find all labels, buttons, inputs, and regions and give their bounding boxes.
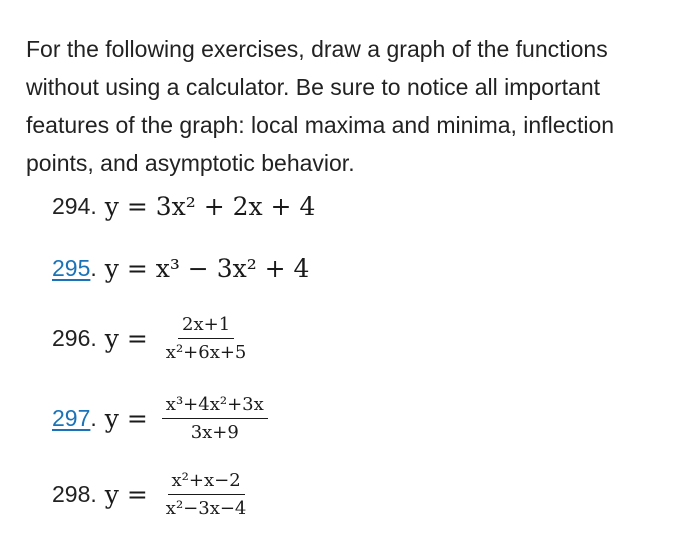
exercise-instructions: For the following exercises, draw a graph of the functions without using a calculator. Be sure to notice all important features of the graph: local maxima and minima, inflection points, and asymptotic behavior. — [26, 36, 615, 176]
exercise-295: 295 . y = x³ − 3x² + 4 — [52, 254, 310, 283]
fraction — [162, 470, 251, 519]
exercise-296: 296 . y = $\frac{2x+1}{\text{x²+6x+5}}$ — [52, 314, 250, 363]
equation-lhs: y = — [104, 324, 148, 353]
denominator: x²+6x+5 — [165, 342, 247, 363]
numerator: x³+4x²+3x — [162, 394, 268, 419]
exercise-link-295[interactable]: 295 — [52, 255, 91, 281]
denominator: x²−3x−4 — [165, 498, 247, 519]
numerator: x²+x−2 — [168, 470, 245, 495]
exercise-298: 298 . y = $\frac{\text{x²+x−2}}{\text{x²−3x−4}}$ — [52, 470, 250, 519]
exercise-number: 298 — [52, 481, 91, 507]
exercise-294: 294 . y = 3x² + 2x + 4 — [52, 192, 316, 221]
equation-lhs: y = — [104, 480, 148, 509]
equation — [105, 470, 251, 519]
equation-lhs: y = — [104, 404, 148, 433]
exercise-297: 297 . y = $\frac{\text{x³+4x²+3x}}{3x+9}$ — [52, 394, 268, 443]
exercise-number: 296 — [52, 325, 91, 351]
equation — [105, 394, 268, 443]
equation: y = 3x² + 2x + 4 — [104, 192, 316, 221]
fraction — [162, 394, 268, 443]
equation: y = x³ − 3x² + 4 — [104, 254, 310, 283]
exercise-number: 294 — [52, 193, 91, 219]
denominator: 3x+9 — [190, 422, 239, 443]
numerator: 2x+1 — [178, 314, 234, 339]
exercise-link-297[interactable]: 297 — [52, 405, 91, 431]
equation — [105, 314, 251, 363]
fraction — [162, 314, 251, 363]
